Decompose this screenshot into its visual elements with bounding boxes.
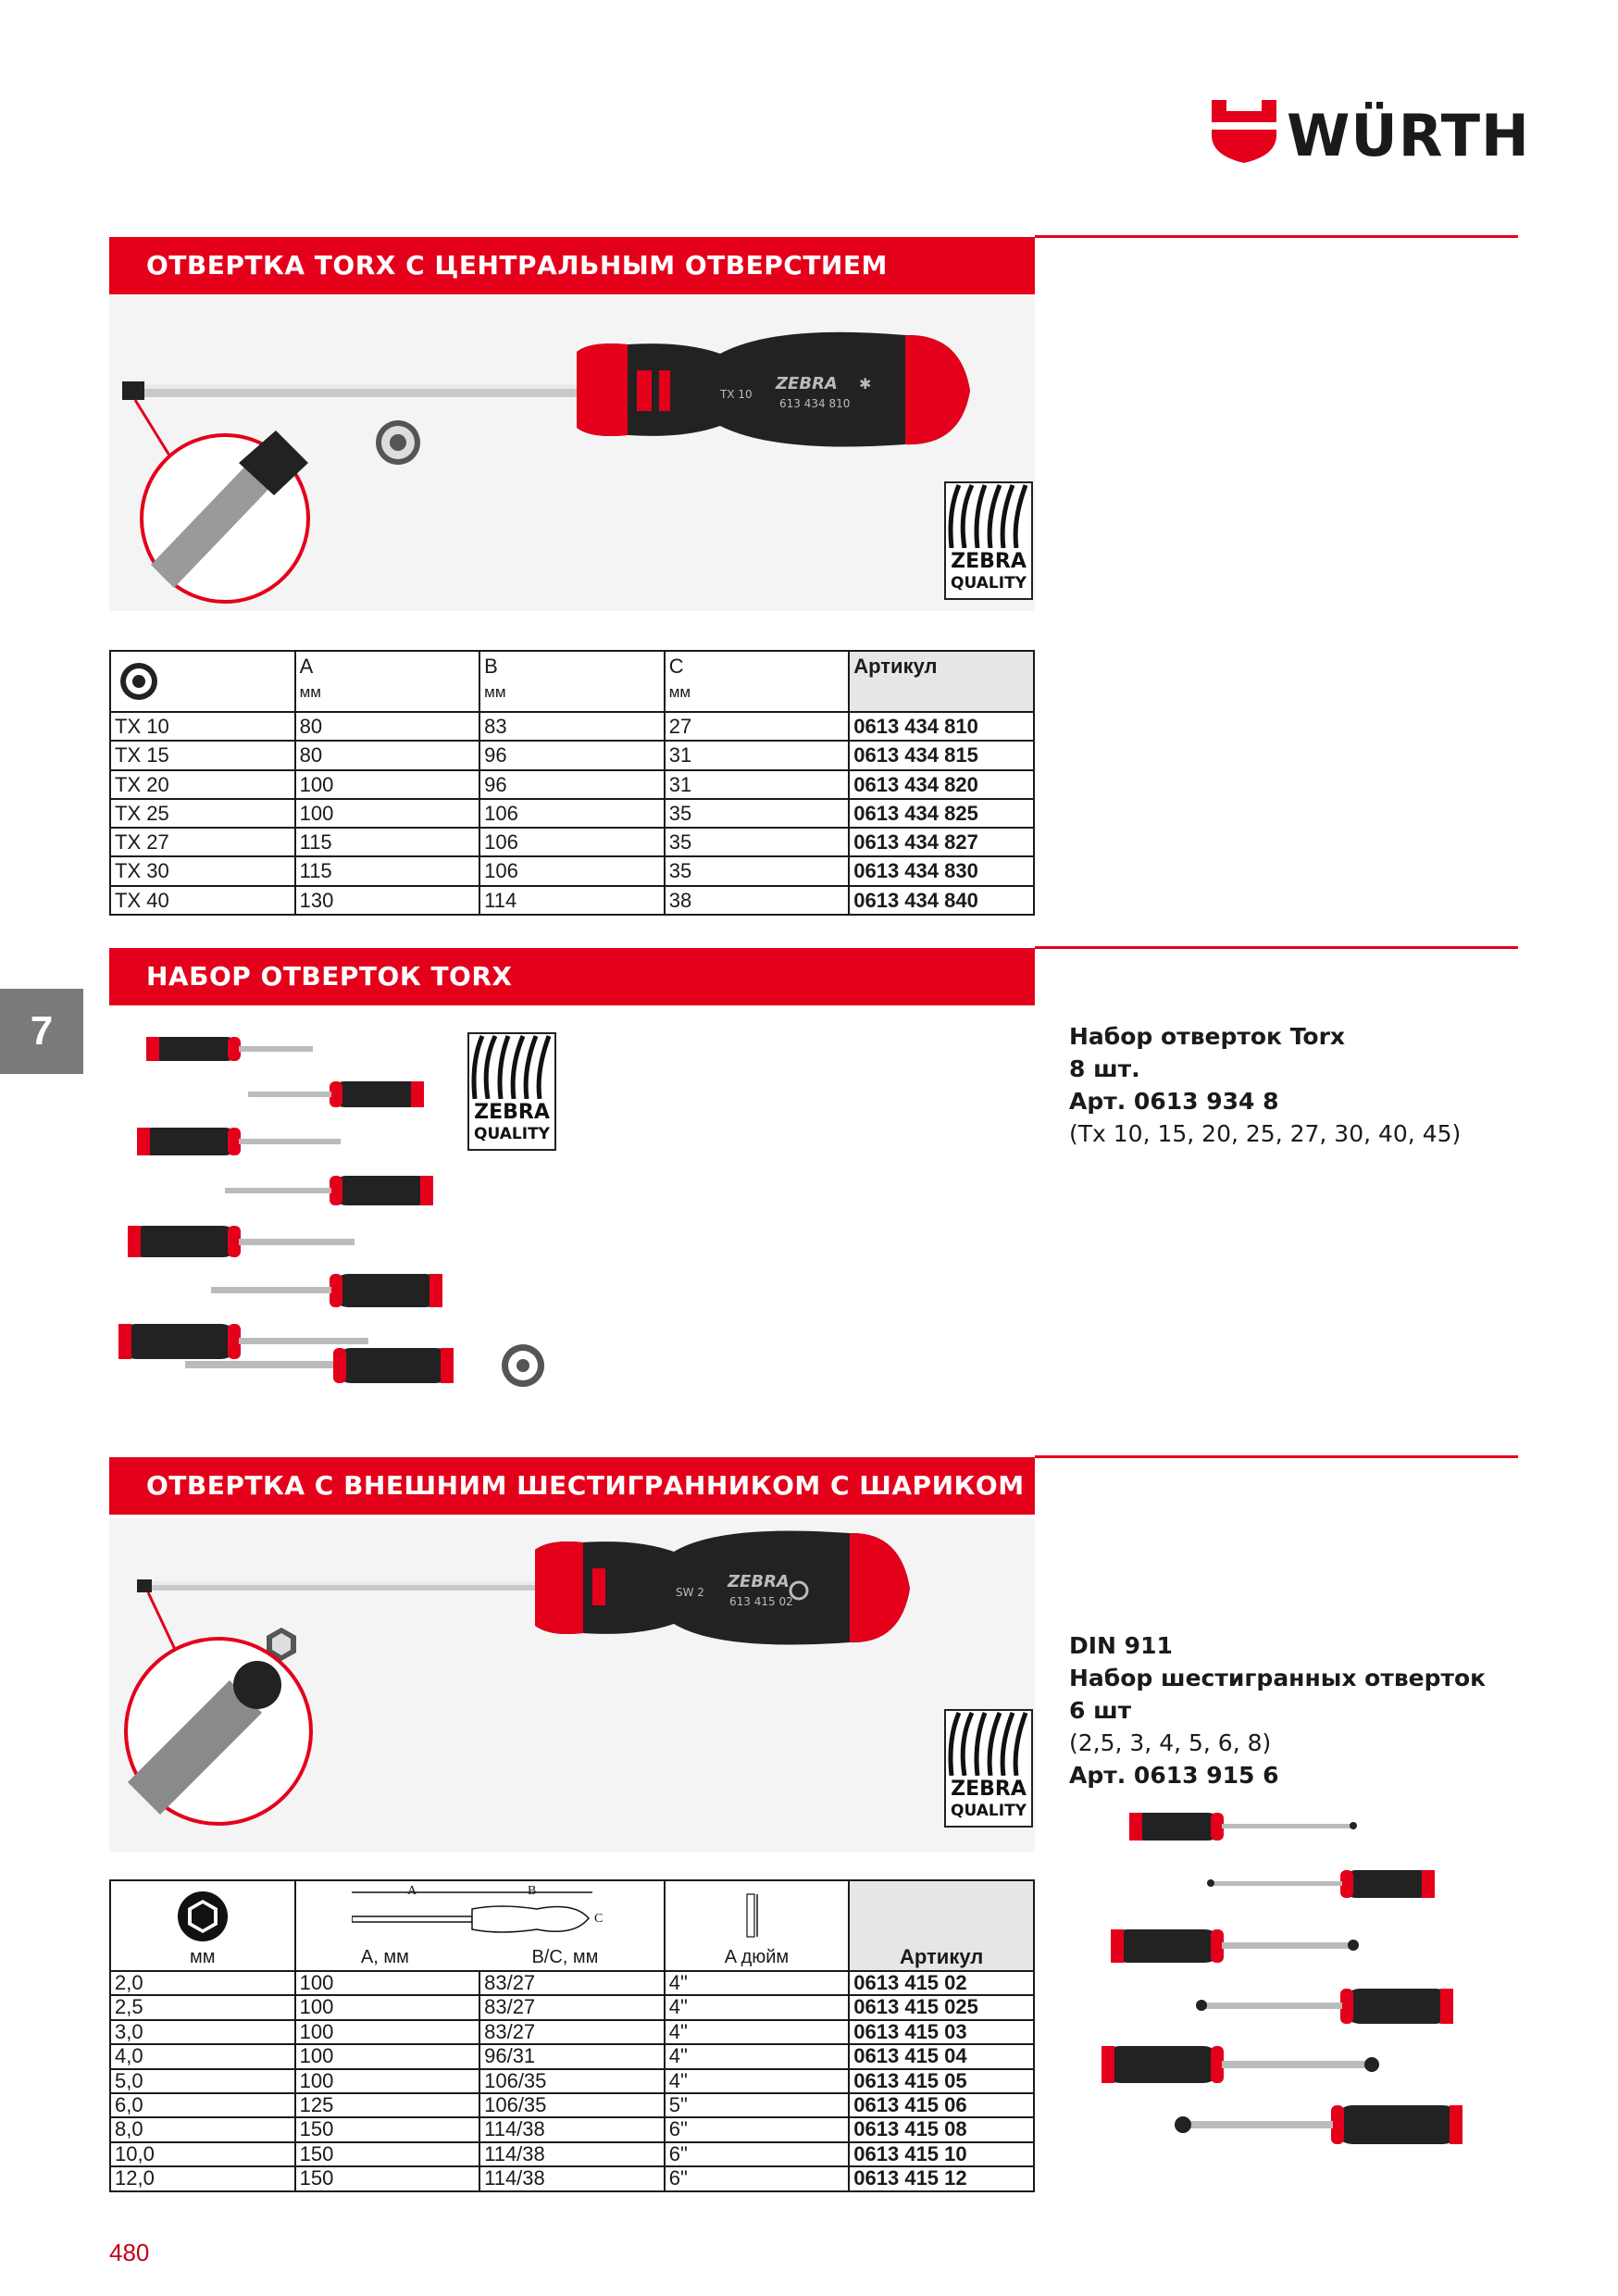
zebra-quality-badge: ZEBRA QUALITY — [467, 1032, 556, 1151]
zebra-quality-badge: ZEBRA QUALITY — [944, 481, 1033, 600]
section1-header — [109, 237, 1035, 294]
svg-text:ZEBRA: ZEBRA — [728, 1572, 790, 1591]
wurth-logo-icon — [1208, 98, 1280, 165]
screwdriver-diagram-icon — [352, 1885, 629, 1944]
torx-screwdriver-photo — [109, 296, 1035, 611]
chapter-tab: 7 — [0, 989, 83, 1074]
ball-hex-screwdriver-photo — [109, 1518, 1035, 1852]
torx-set-last-screwdriver — [185, 1341, 463, 1387]
table-row: TX 27 115 106 35 0613 434 827 — [110, 828, 1034, 856]
header-a-mm: А, мм — [360, 1947, 409, 1967]
svg-text:C: C — [593, 1912, 603, 1926]
hex-set-info: DIN 911 Набор шестигранных отверток 6 шт (2,5, 3, 4, 5, 6, 8) Арт. 0613 915 6 — [1069, 1632, 1487, 1789]
section1-title: ОТВЕРТКА TORX С ЦЕНТРАЛЬНЫМ ОТВЕРСТИЕМ — [146, 250, 888, 281]
header-a: A мм — [295, 651, 480, 712]
header-hex-size: мм — [110, 1880, 295, 1971]
header-article: Артикул — [849, 1880, 1034, 1971]
section2-rule — [1035, 946, 1518, 949]
section2-header — [109, 948, 1035, 1005]
header-c: C мм — [665, 651, 850, 712]
header-b: B мм — [479, 651, 665, 712]
torx-icon — [500, 1342, 546, 1389]
header-a-inch: A дюйм — [665, 1880, 850, 1971]
table-row: TX 20 100 96 31 0613 434 820 — [110, 770, 1034, 799]
svg-text:✱: ✱ — [859, 375, 872, 393]
svg-text:A: A — [406, 1885, 417, 1898]
table-row: TX 15 80 96 31 0613 434 815 — [110, 741, 1034, 769]
table-row: 10,0 150 114/38 6" 0613 415 10 — [110, 2142, 1034, 2166]
section1-rule — [1035, 235, 1518, 238]
section2-title: НАБОР ОТВЕРТОК TORX — [146, 961, 513, 992]
bit-diagram-icon — [743, 1892, 771, 1939]
table-row: TX 25 100 106 35 0613 434 825 — [110, 799, 1034, 828]
hex-spec-table — [109, 1879, 1035, 2192]
svg-text:613 434 810: 613 434 810 — [779, 397, 851, 410]
table-row: TX 10 80 83 27 0613 434 810 — [110, 712, 1034, 741]
svg-text:TX 10: TX 10 — [720, 388, 753, 401]
hex-set-photo — [1083, 1803, 1518, 2174]
table-row: 2,5 100 83/27 4" 0613 415 025 — [110, 1995, 1034, 2019]
section3-header — [109, 1457, 1035, 1515]
header-dimensions — [295, 1880, 665, 1971]
hex-icon — [175, 1890, 230, 1942]
table-row: TX 40 130 114 38 0613 434 840 — [110, 886, 1034, 915]
wurth-logo — [1208, 98, 1530, 169]
torx-set-info: Набор отверток Torx 8 шт. Арт. 0613 934 8 (Tx 10, 15, 20, 25, 27, 30, 40, 45) — [1069, 1023, 1462, 1147]
zebra-quality-badge: ZEBRA QUALITY — [944, 1709, 1033, 1828]
table-row: 3,0 100 83/27 4" 0613 415 03 — [110, 2020, 1034, 2044]
torx-header-icon-cell — [110, 651, 295, 712]
torx-icon — [376, 420, 420, 465]
header-bc-mm: B/C, мм — [531, 1947, 599, 1967]
table-row: 12,0 150 114/38 6" 0613 415 12 — [110, 2166, 1034, 2190]
table-row: 8,0 150 114/38 6" 0613 415 08 — [110, 2117, 1034, 2141]
table-row: 5,0 100 106/35 4" 0613 415 05 — [110, 2069, 1034, 2093]
svg-text:613 415 02: 613 415 02 — [729, 1595, 793, 1608]
svg-text:ZEBRA: ZEBRA — [776, 374, 838, 393]
table-row: 2,0 100 83/27 4" 0613 415 02 — [110, 1971, 1034, 1995]
table-row: TX 30 115 106 35 0613 434 830 — [110, 856, 1034, 885]
section3-title: ОТВЕРТКА С ВНЕШНИМ ШЕСТИГРАННИКОМ С ШАРИКОМ — [146, 1470, 1025, 1501]
table-row: 6,0 125 106/35 5" 0613 415 06 — [110, 2093, 1034, 2117]
header-article: Артикул — [849, 651, 1034, 712]
torx-spec-table — [109, 650, 1035, 916]
svg-text:B: B — [527, 1885, 536, 1898]
svg-text:SW 2: SW 2 — [676, 1586, 704, 1599]
brand-name: WÜRTH — [1287, 102, 1530, 169]
torx-icon — [118, 661, 159, 702]
page-number: 480 — [109, 2239, 150, 2266]
table-row: 4,0 100 96/31 4" 0613 415 04 — [110, 2044, 1034, 2068]
section3-rule — [1035, 1455, 1518, 1458]
